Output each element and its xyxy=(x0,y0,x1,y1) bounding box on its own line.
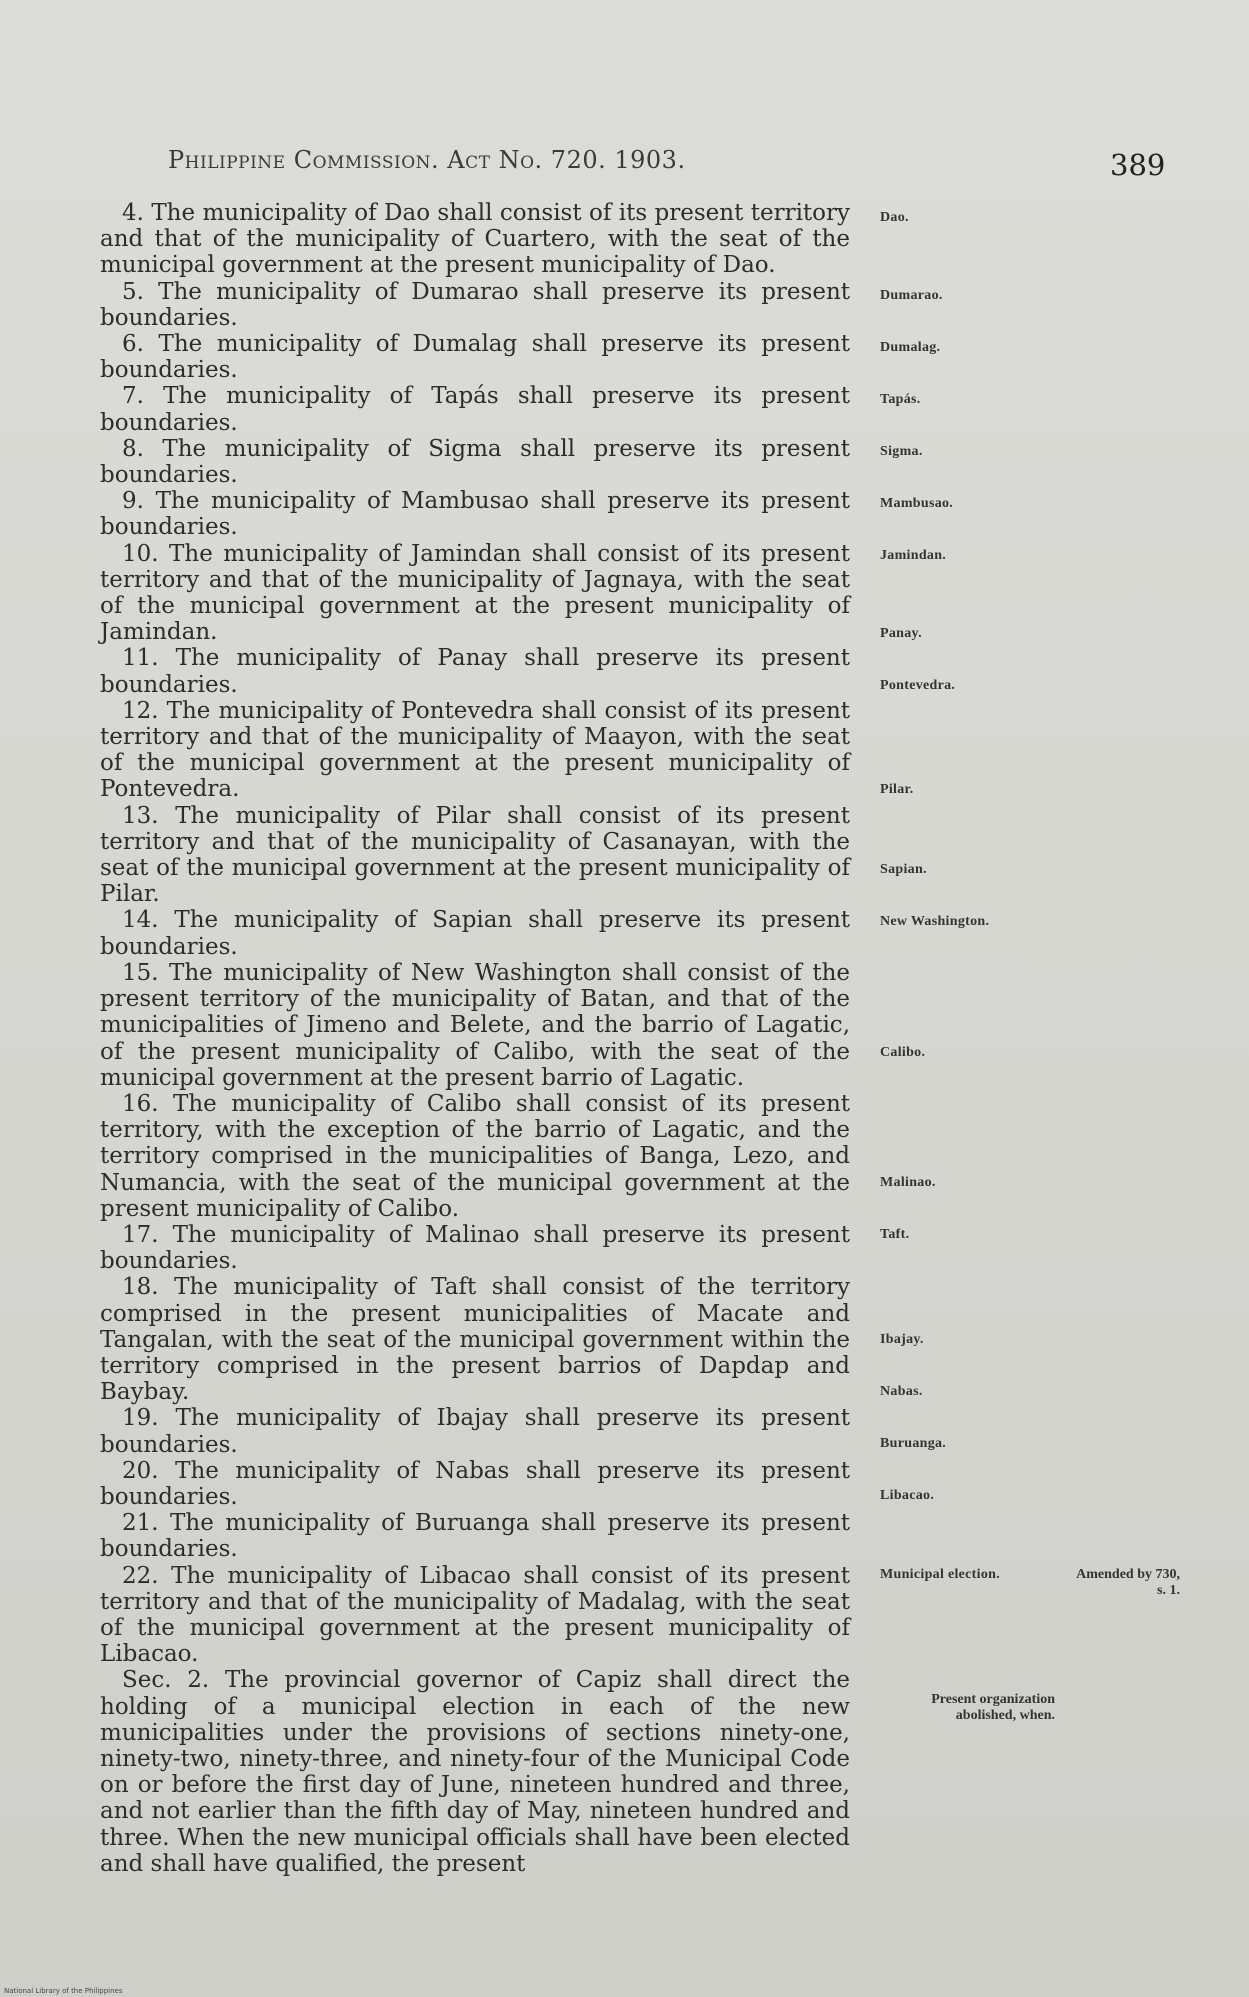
margin-note: Mambusao. xyxy=(880,496,954,511)
paragraph: 6. The municipality of Dumalag shall preserve its present boundaries. xyxy=(100,331,850,384)
margin-note: Buruanga. xyxy=(880,1436,947,1451)
amendment-note: Amended by 730, s. 1. xyxy=(1076,1567,1180,1598)
running-head: Philippine Commission. Act No. 720. 1903. xyxy=(168,146,686,174)
margin-note: Panay. xyxy=(880,626,922,641)
paragraph: 12. The municipality of Pontevedra shall consist of its present territory and that of the municipality of Maayon, with the seat of the municipal government at the present municipality of Pontevedra. xyxy=(100,697,850,803)
paragraph: 17. The municipality of Malinao shall preserve its present boundaries. xyxy=(100,1221,850,1275)
margin-note: Municipal election. xyxy=(880,1567,1001,1582)
margin-note: Dumalag. xyxy=(880,340,941,355)
paragraph: 7. The municipality of Tapás shall preserve its present boundaries. xyxy=(100,383,850,436)
margin-note: Pontevedra. xyxy=(880,678,956,693)
paragraph: 20. The municipality of Nabas shall preserve its present boundaries. xyxy=(100,1457,850,1510)
section-paragraph: Sec. 2. The provincial governor of Capiz shall direct the holding of a municipal election in each of the new municipalities under the provisions of sections ninety-one, ninety-two, ninety-three, and ninety-four of the Municipal Code on or before the first day of June, nineteen hundred and three, and not earlier than the fifth day of May, nineteen hundred and three. When the new municipal officials shall have been elected and shall have qualified, the present xyxy=(100,1667,850,1877)
paragraph: 8. The municipality of Sigma shall preserve its present boundaries. xyxy=(100,435,850,489)
margin-note: Nabas. xyxy=(880,1384,923,1399)
margin-note: Tapás. xyxy=(880,392,921,407)
margin-note: New Washington. xyxy=(880,914,990,929)
margin-note: Malinao. xyxy=(880,1175,936,1190)
margin-note: Sigma. xyxy=(880,444,923,459)
paragraph: 19. The municipality of Ibajay shall preserve its present boundaries. xyxy=(100,1405,850,1458)
paragraph: 22. The municipality of Libacao shall consist of its present territory and that of the municipality of Madalag, with the seat of the municipal government at the present municipality of Libacao. xyxy=(100,1562,850,1668)
organization-note: Present organization abolished, when. xyxy=(931,1692,1055,1723)
margin-note: Pilar. xyxy=(880,782,914,797)
margin-note: Dumarao. xyxy=(880,288,943,303)
margin-note: Jamindan. xyxy=(880,548,947,563)
body-text xyxy=(100,200,850,1877)
paragraph: 21. The municipality of Buruanga shall preserve its present boundaries. xyxy=(100,1510,850,1563)
paragraph: 5. The municipality of Dumarao shall preserve its present boundaries. xyxy=(100,278,850,331)
margin-note: Libacao. xyxy=(880,1488,935,1503)
footer-credit: National Library of the Philippines xyxy=(4,1987,123,1995)
page-number: 389 xyxy=(1110,148,1166,182)
margin-note: Taft. xyxy=(880,1227,910,1242)
paragraph: 4. The municipality of Dao shall consist of its present territory and that of the municipality of Cuartero, with the seat of the municipal government at the present municipality of Dao. xyxy=(100,200,850,279)
paragraph: 15. The municipality of New Washington shall consist of the present territory of the municipality of Batan, and that of the municipalities of Jimeno and Belete, and the barrio of Lagatic, of the present municipality of Calibo, with the seat of the municipal government at the present barrio of Lagatic. xyxy=(100,959,850,1091)
paragraph: 16. The municipality of Calibo shall consist of its present territory, with the exception of the barrio of Lagatic, and the territory comprised in the municipalities of Banga, Lezo, and Numancia, with the seat of the municipal government at the present municipality of Calibo. xyxy=(100,1090,850,1222)
margin-note: Sapian. xyxy=(880,862,927,877)
paragraph: 9. The municipality of Mambusao shall preserve its present boundaries. xyxy=(100,488,850,541)
margin-note: Calibo. xyxy=(880,1045,926,1060)
margin-note: Ibajay. xyxy=(880,1332,924,1347)
paragraph: 13. The municipality of Pilar shall consist of its present territory and that of the municipality of Casanayan, with the seat of the municipal government at the present municipality of Pilar. xyxy=(100,802,850,908)
paragraph: 10. The municipality of Jamindan shall consist of its present territory and that of the municipality of Jagnaya, with the seat of the municipal government at the present municipality of Jamindan. xyxy=(100,540,850,646)
paragraph: 14. The municipality of Sapian shall preserve its present boundaries. xyxy=(100,907,850,960)
paragraph: 11. The municipality of Panay shall preserve its present boundaries. xyxy=(100,645,850,698)
paragraph: 18. The municipality of Taft shall consist of the territory comprised in the present municipalities of Macate and Tangalan, with the seat of the municipal government within the territory comprised in the present barrios of Dapdap and Baybay. xyxy=(100,1274,850,1406)
margin-note: Dao. xyxy=(880,210,909,225)
